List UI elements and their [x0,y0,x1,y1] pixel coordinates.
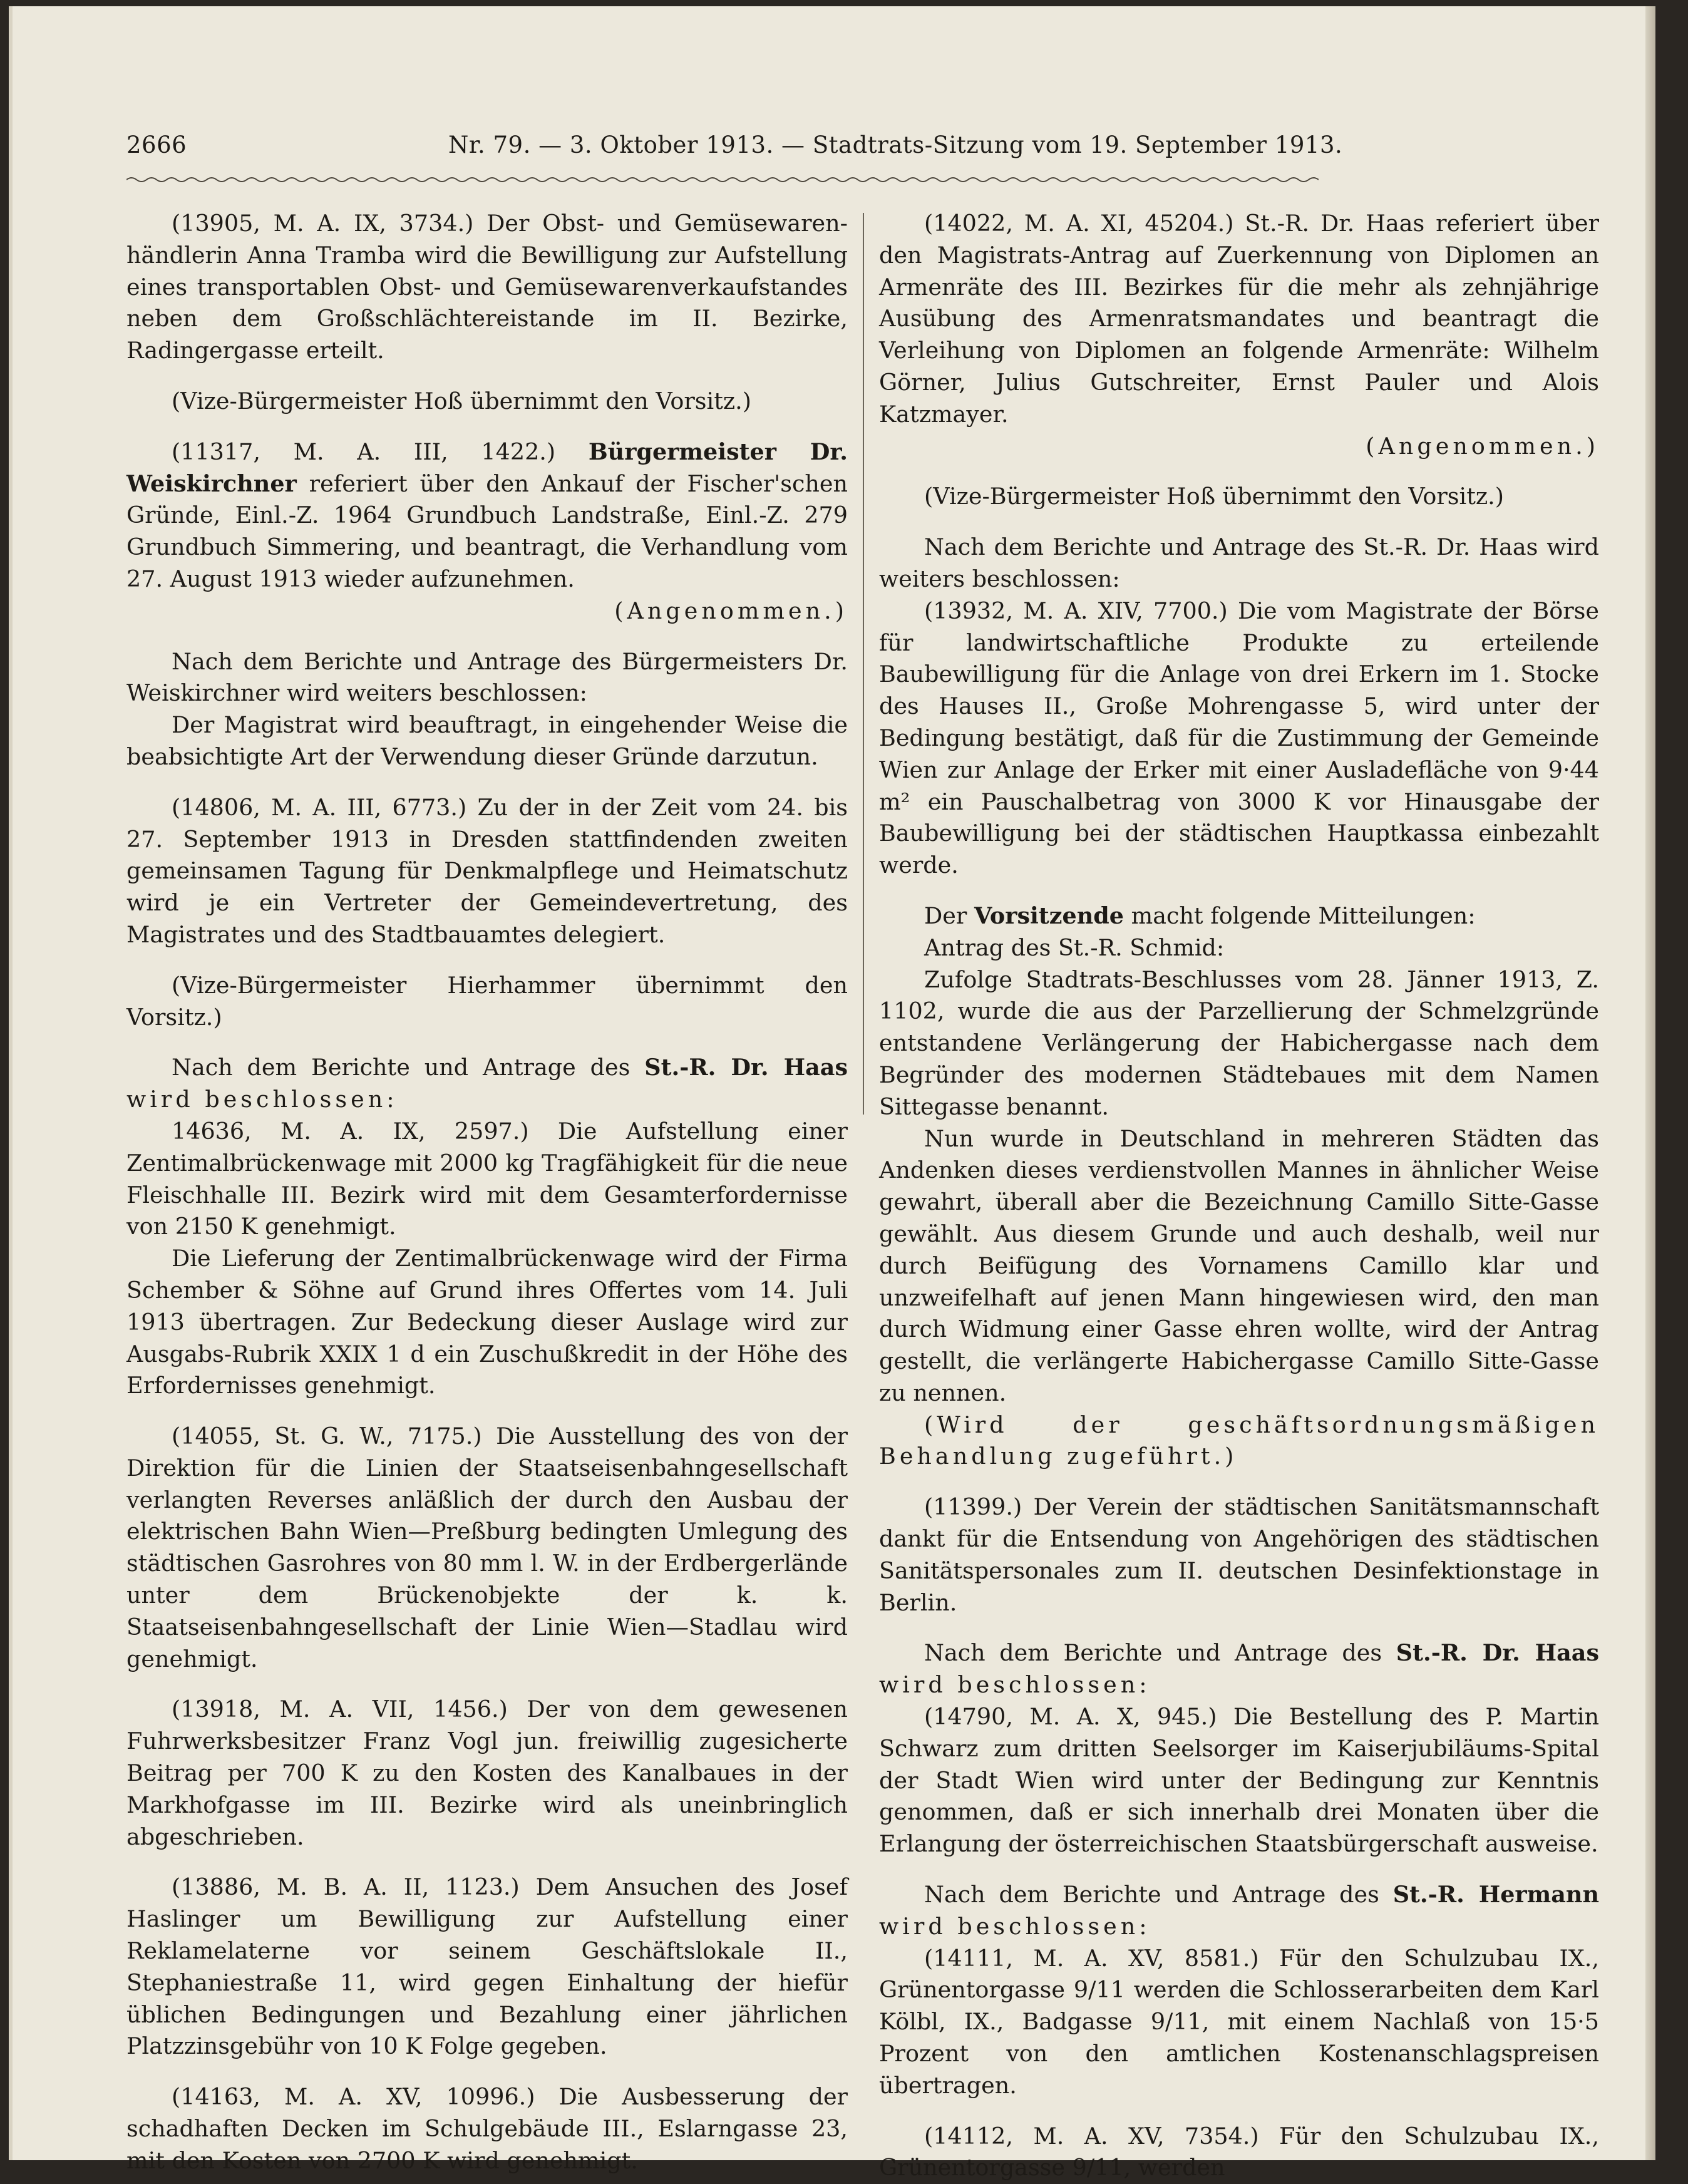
entry-11399: (11399.) Der Verein der städtischen Sanitätsmannschaft dankt für die Entsendung von Angehörigen des städtischen Sanitätspersonales zum II. deutschen Desinfektionstage in Berlin. [879,1493,1599,1616]
procedure-note: (Wird der geschäftsordnungsmäßigen Behandlung zugeführt.) [879,1411,1599,1470]
running-title: Nr. 79. — 3. Oktober 1913. — Stadtrats-Sitzung vom 19. September 1913. [448,131,1343,158]
entry-13918: (13918, M. A. VII, 1456.) Der von dem gewesenen Fuhrwerksbesitzer Franz Vogl jun. freiwillig zugesicherte Beitrag per 700 K zu den Kosten des Kanalbaues in der Markhofgasse im III. Bezirke wird als uneinbringlich abgeschrieben. [126,1696,848,1850]
speaker-name: Bürgermeister Dr. Weiskirchner [126,438,848,497]
announcements-intro [879,900,1599,932]
entry-14022: (14022, M. A. XI, 45204.) St.-R. Dr. Haas referiert über den Magistrats-Antrag auf Zuerkennung von Diplomen an Armenräte des III. Bezirkes für die mehr als zehnjährige Ausübung des Armenratsmandates und beantragt die Verleihung von Diplomen an folgende Armenräte: Wilhelm Görner, Julius Gutschreiter, Ernst Pauler und Alois Katzmayer. [879,210,1599,428]
entry-14636-cont: Die Lieferung der Zentimalbrückenwage wird der Firma Schember & Söhne auf Grund ihres Offertes vom 14. Juli 1913 übertragen. Zur Bedeckung dieser Auslage wird zur Ausgabs-Rubrik XXIX 1 d ein Zuschußkredit in der Höhe des Erfordernisses genehmigt. [126,1245,848,1399]
newspaper-page [9,6,1655,2181]
speaker-name: St.-R. Hermann [1392,1881,1600,1908]
left-column [126,208,848,2177]
page-header [126,131,1343,169]
entry-14163: (14163, M. A. XV, 10996.) Die Ausbesserung der schadhaften Decken im Schulgebäude III., Eslarngasse 23, mit den Kosten von 2700 K wird genehmigt. [126,2083,848,2174]
entry-13905: (13905, M. A. IX, 3734.) Der Obst- und Gemüsewaren-händlerin Anna Tramba wird die Bewilligung zur Aufstellung eines transportablen Obst- und Gemüsewarenverkaufstandes neben dem Großschlächtereistande im II. Bezirke, Radingergasse erteilt. [126,210,848,364]
resolution-intro [879,1637,1599,1701]
entry-11317 [126,436,848,627]
motion-text-cont: Nun wurde in Deutschland in mehreren Städten das Andenken dieses verdienstvollen Mannes in ähnlicher Weise gewahrt, überall aber die Bezeichnung Camillo Sitte-Gasse gewählt. Aus diesem Grunde und auch deshalb, weil nur durch Beifügung des Vornamens Camillo klar und unzweifelhaft auf jenen Mann hingewiesen wird, den man durch Widmung einer Gasse ehren wollte, wird der Antrag gestellt, die verlängerte Habichergasse Camillo Sitte-Gasse zu nennen. [879,1125,1599,1406]
chair-note: (Vize-Bürgermeister Hierhammer übernimmt den Vorsitz.) [126,971,848,1031]
speaker-name: St.-R. Dr. Haas [1396,1639,1599,1667]
resolution-intro: Nach dem Berichte und Antrage des Bürgermeisters Dr. Weiskirchner wird weiters beschlossen: [126,647,848,707]
entry-13886: (13886, M. B. A. II, 1123.) Dem Ansuchen des Josef Haslinger um Bewilligung zur Aufstellung einer Reklamelaterne vor seinem Geschäftslokale II., Stephaniestraße 11, wird gegen Einhaltung der hiefür üblichen Bedingungen und Bezahlung einer jährlichen Platzzinsgebühr von 10 K Folge gegeben. [126,1873,848,2060]
resolution-intro [879,1879,1599,1943]
speaker-name: St.-R. Dr. Haas [644,1054,848,1081]
entry-14112: (14112, M. A. XV, 7354.) Für den Schulzubau IX., Grünentorgasse 9/11, werden [879,2122,1599,2181]
speaker-name: Vorsitzende [974,902,1124,929]
page-number: 2666 [126,131,187,158]
entry-13932: (13932, M. A. XIV, 7700.) Die vom Magistrate der Börse für landwirtschaftliche Produkte zu erteilende Baubewilligung für die Anlage von drei Erkern im 1. Stocke des Hauses II., Große Mohrengasse 5, wird unter der Bedingung bestätigt, daß für die Zustimmung der Gemeinde Wien zur Anlage der Erker mit einer Ausladefläche von 9·44 m² ein Pauschalbetrag von 3000 K vor Hinausgabe der Baubewilligung bei der städtischen Hauptkassa einbezahlt werde. [879,597,1599,879]
motion-text: Zufolge Stadtrats-Beschlusses vom 28. Jänner 1913, Z. 1102, wurde die aus der Parzellierung der Schmelzgründe entstandene Verlängerung der Habichergasse nach dem Begründer des modernen Städtebaues mit dem Namen Sittegasse benannt. [879,966,1599,1120]
resolution-text: Der Magistrat wird beauftragt, in eingehender Weise die beabsichtigte Art der Verwendung dieser Gründe darzutun. [126,711,848,770]
intro-text: Der [924,902,967,929]
intro-text: macht folgende Mitteilungen: [1131,902,1476,929]
entry-14636: 14636, M. A. IX, 2597.) Die Aufstellung einer Zentimalbrückenwage mit 2000 kg Tragfähigkeit für die neue Fleischhalle III. Bezirk wird mit dem Gesamterfordernisse von 2150 K genehmigt. [126,1117,848,1240]
accepted-note: (Angenommen.) [614,597,848,624]
resolution-intro: Nach dem Berichte und Antrage des St.-R. Dr. Haas wird weiters beschlossen: [879,533,1599,592]
page-edge [1645,6,1655,2160]
header-rule [126,175,1319,184]
intro-text: Nach dem Berichte und Antrage des [924,1639,1382,1667]
entry-14055: (14055, St. G. W., 7175.) Die Ausstellung des von der Direktion für die Linien der Staatseisenbahngesellschaft verlangten Reverses anläßlich der durch den Ausbau der elektrischen Bahn Wien—Preßburg bedingten Umlegung des städtischen Gasrohres von 80 mm l. W. in der Erdbergerlände unter dem Brückenobjekte der k. k. Staatseisenbahngesellschaft der Linie Wien—Stadlau wird genehmigt. [126,1423,848,1672]
intro-text: wird beschlossen: [879,1912,1151,1940]
entry-14790: (14790, M. A. X, 945.) Die Bestellung des P. Martin Schwarz zum dritten Seelsorger im Kaiserjubiläums-Spital der Stadt Wien wird unter der Bedingung zur Kenntnis genommen, daß er sich innerhalb drei Monaten über die Erlangung der österreichischen Staatsbürgerschaft ausweise. [879,1703,1599,1858]
entry-14111: (14111, M. A. XV, 8581.) Für den Schulzubau IX., Grünentorgasse 9/11 werden die Schlosserarbeiten dem Karl Kölbl, IX., Badgasse 9/11, mit einem Nachlaß von 15·5 Prozent von den amtlichen Kostenanschlagspreisen übertragen. [879,1944,1599,2099]
column-divider [863,213,864,1115]
right-column [879,208,1599,2184]
entry-text: referiert über den Ankauf der Fischer'schen Gründe, Einl.-Z. 1964 Grundbuch Landstraße, Einl.-Z. 279 Grundbuch Simmering, und beantragt, die Verhandlung vom 27. August 1913 wieder aufzunehmen. [126,470,848,592]
chair-note: (Vize-Bürgermeister Hoß übernimmt den Vorsitz.) [172,387,751,415]
intro-text: wird beschlossen: [879,1671,1151,1699]
entry-14806: (14806, M. A. III, 6773.) Zu der in der Zeit vom 24. bis 27. September 1913 in Dresden stattfindenden zweiten gemeinsamen Tagung für Denkmalpflege und Heimatschutz wird je ein Vertreter der Gemeindevertretung, des Magistrates und des Stadtbauamtes delegiert. [126,793,848,948]
intro-text: Nach dem Berichte und Antrage des [924,1881,1379,1908]
accepted-note: (Angenommen.) [1366,432,1599,460]
resolution-intro [126,1052,848,1116]
motion-title: Antrag des St.-R. Schmid: [924,934,1225,961]
intro-text: Nach dem Berichte und Antrage des [172,1054,630,1081]
entry-ref: (11317, M. A. III, 1422.) [172,438,556,465]
chair-note: (Vize-Bürgermeister Hoß übernimmt den Vorsitz.) [924,483,1504,510]
intro-text: wird beschlossen: [126,1086,398,1113]
